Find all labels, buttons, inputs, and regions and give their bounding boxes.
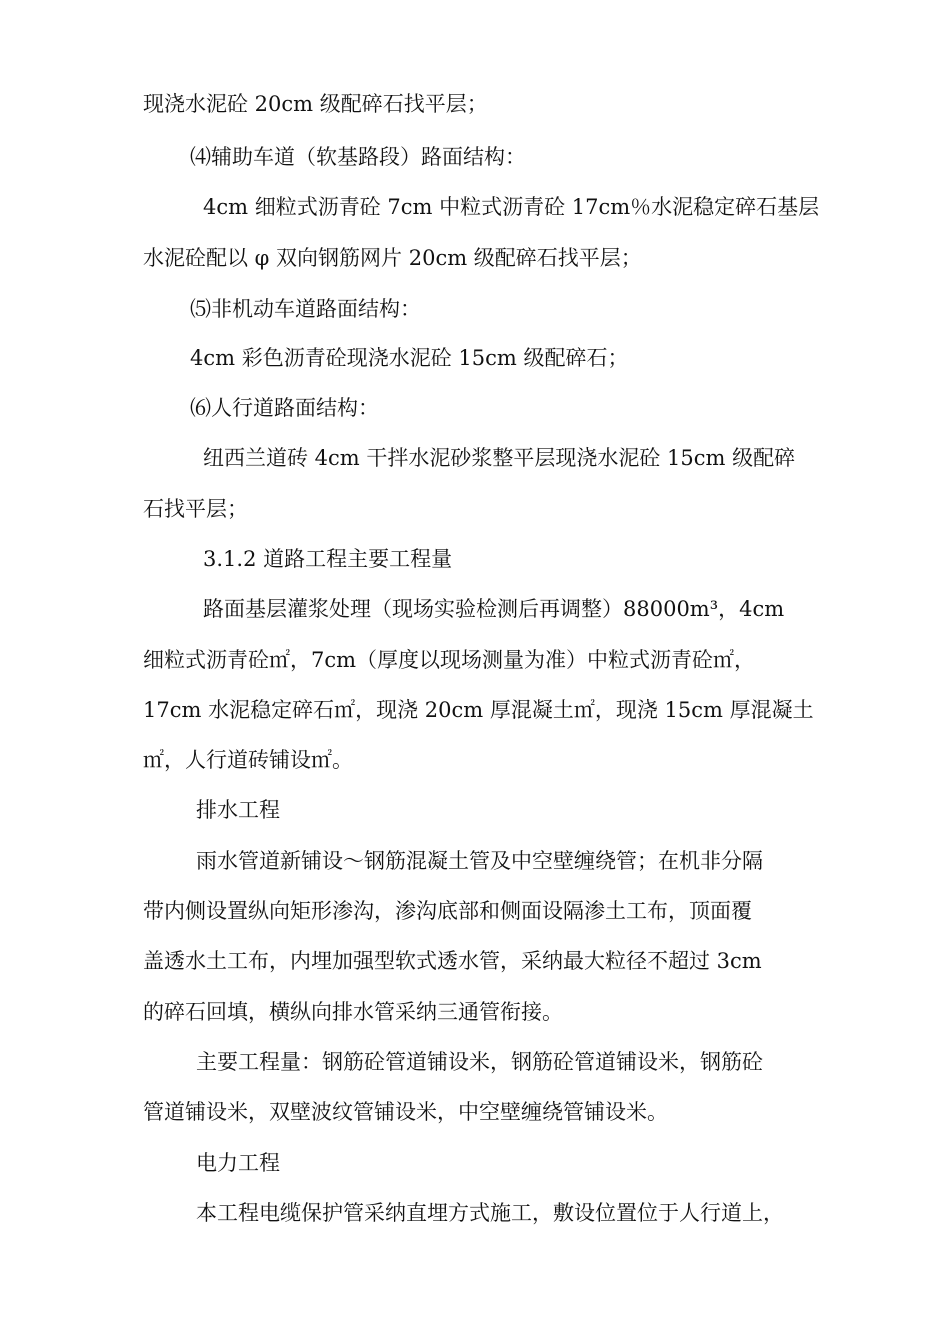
text-line: 4cm 细粒式沥青砼 7cm 中粒式沥青砼 17cm％水泥稳定碎石基层	[203, 195, 820, 219]
text-line: 细粒式沥青砼㎡，7cm（厚度以现场测量为准）中粒式沥青砼㎡，	[143, 648, 756, 672]
text-line: 雨水管道新铺设～钢筋混凝土管及中空壁缠绕管；在机非分隔	[196, 849, 763, 873]
text-line: 17cm 水泥稳定碎石㎡，现浇 20cm 厚混凝土㎡，现浇 15cm 厚混凝土	[143, 698, 814, 722]
text-line: 石找平层；	[143, 497, 248, 521]
list-heading-non-motor-lane: ⑸非机动车道路面结构：	[190, 297, 421, 321]
text-line: 纽西兰道砖 4cm 干拌水泥砂浆整平层现浇水泥砼 15cm 级配碎	[203, 446, 796, 470]
list-heading-sidewalk: ⑹人行道路面结构：	[190, 396, 379, 420]
section-heading-drainage: 排水工程	[196, 798, 280, 822]
section-heading-road-quantities: 3.1.2 道路工程主要工程量	[203, 547, 453, 571]
text-line: 管道铺设米，双壁波纹管铺设米，中空壁缠绕管铺设米。	[143, 1100, 668, 1124]
section-heading-power: 电力工程	[196, 1151, 280, 1175]
text-line: 的碎石回填，横纵向排水管采纳三通管衔接。	[143, 1000, 563, 1024]
text-line: 盖透水土工布，内埋加强型软式透水管，采纳最大粒径不超过 3cm	[143, 949, 762, 973]
list-heading-auxiliary-lane: ⑷辅助车道（软基路段）路面结构：	[190, 145, 526, 169]
text-line: 路面基层灌浆处理（现场实验检测后再调整）88000m³，4cm	[203, 597, 785, 621]
text-line: 现浇水泥砼 20cm 级配碎石找平层；	[143, 92, 488, 116]
text-line: 带内侧设置纵向矩形渗沟，渗沟底部和侧面设隔渗土工布，顶面覆	[143, 899, 752, 923]
text-line: 主要工程量：钢筋砼管道铺设米，钢筋砼管道铺设米，钢筋砼	[196, 1050, 763, 1074]
text-line: 4cm 彩色沥青砼现浇水泥砼 15cm 级配碎石；	[190, 346, 629, 370]
text-line: 水泥砼配以 φ 双向钢筋网片 20cm 级配碎石找平层；	[143, 246, 642, 270]
text-line: ㎡，人行道砖铺设㎡。	[143, 748, 353, 772]
text-line: 本工程电缆保护管采纳直埋方式施工，敷设位置位于人行道上，	[196, 1201, 784, 1225]
